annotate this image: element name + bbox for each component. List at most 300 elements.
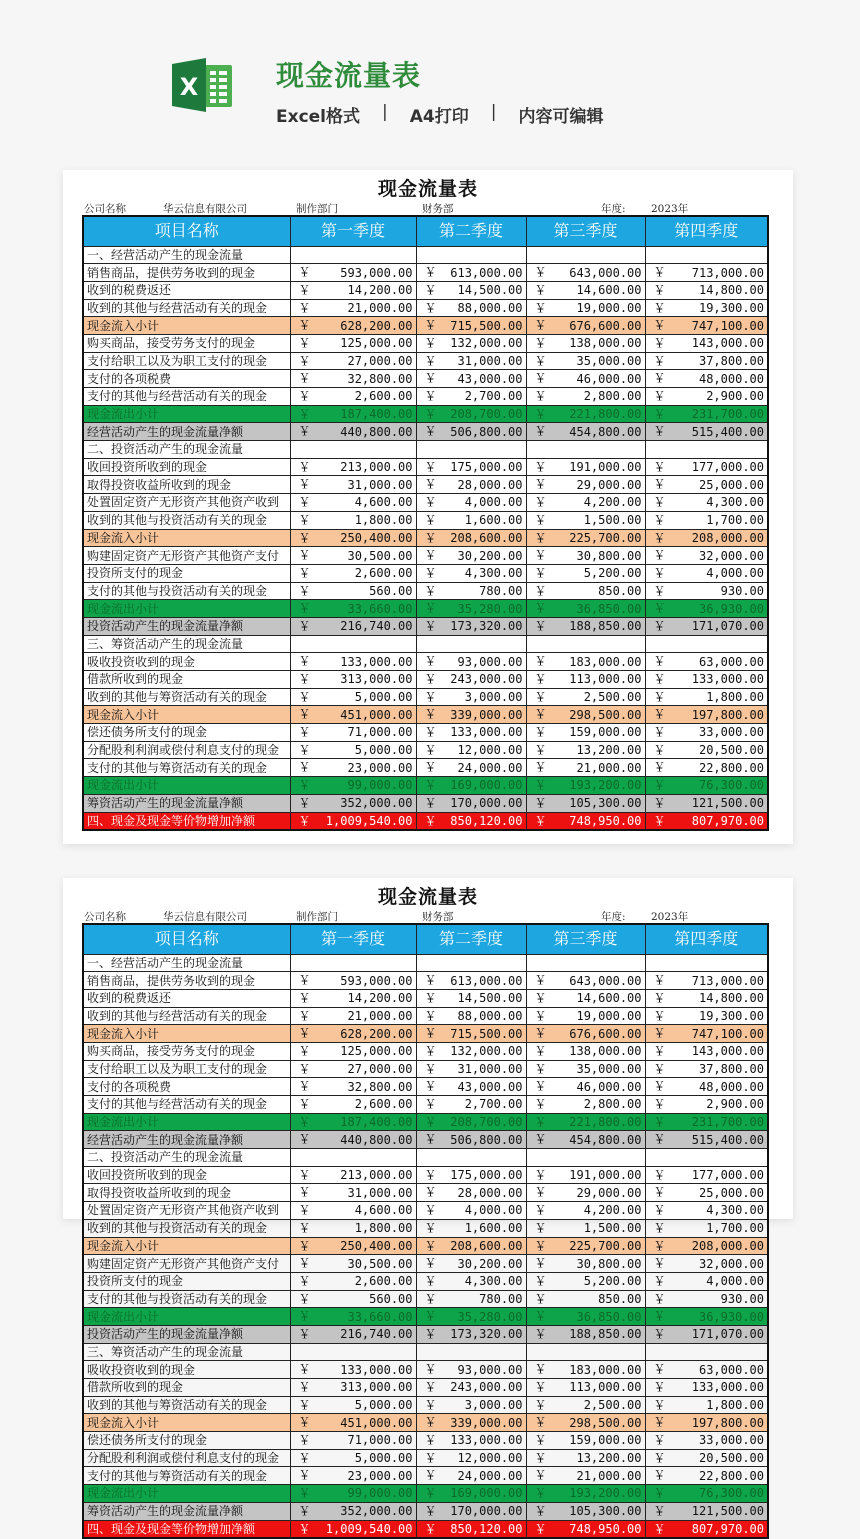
cell-q3[interactable] [526,1060,645,1078]
cell-q2[interactable] [416,794,526,812]
cell-q1[interactable] [290,1202,416,1220]
cell-q1[interactable] [290,1219,416,1237]
cell-q3[interactable] [526,1096,645,1114]
cell-q2[interactable] [416,264,526,282]
cell-q3[interactable] [526,1379,645,1397]
cell-q2[interactable] [416,334,526,352]
cell-q1[interactable] [290,653,416,671]
cell-q3[interactable] [526,688,645,706]
cell-q1[interactable] [290,1007,416,1025]
row-label[interactable]: 处置固定资产无形资产其他资产收到 [83,494,290,512]
cell-q3[interactable] [526,1343,645,1361]
cell-q1[interactable] [290,777,416,795]
row-label[interactable]: 收到的其他与筹资活动有关的现金 [83,1396,290,1414]
cell-q1[interactable] [290,1184,416,1202]
cell-q3[interactable] [526,441,645,459]
cell-q4[interactable] [645,334,768,352]
cell-q2[interactable] [416,1343,526,1361]
cell-q2[interactable] [416,1255,526,1273]
row-label[interactable]: 现金流出小计 [83,1308,290,1326]
cell-q1[interactable] [290,564,416,582]
cell-q3[interactable] [526,1414,645,1432]
cell-q2[interactable] [416,1096,526,1114]
row-label[interactable]: 筹资活动产生的现金流量净额 [83,794,290,812]
cell-q1[interactable] [290,1325,416,1343]
cell-q3[interactable] [526,1485,645,1503]
cell-q3[interactable] [526,547,645,565]
cell-q1[interactable] [290,1361,416,1379]
cell-q3[interactable] [526,617,645,635]
cell-q1[interactable] [290,954,416,972]
cell-q1[interactable] [290,511,416,529]
cell-q4[interactable] [645,1467,768,1485]
cell-q3[interactable] [526,1502,645,1520]
row-label[interactable]: 支付的其他与经营活动有关的现金 [83,1096,290,1114]
cell-q4[interactable] [645,724,768,742]
cell-q4[interactable] [645,388,768,406]
row-label[interactable]: 处置固定资产无形资产其他资产收到 [83,1202,290,1220]
cell-q4[interactable] [645,1379,768,1397]
row-label[interactable]: 收到的其他与投资活动有关的现金 [83,511,290,529]
row-label[interactable]: 分配股利利润或偿付利息支付的现金 [83,741,290,759]
cell-q3[interactable] [526,1520,645,1538]
row-label[interactable]: 购买商品，接受劳务支付的现金 [83,334,290,352]
cell-q4[interactable] [645,1502,768,1520]
cell-q2[interactable] [416,547,526,565]
cell-q1[interactable] [290,441,416,459]
cell-q2[interactable] [416,423,526,441]
cell-q4[interactable] [645,1325,768,1343]
cell-q3[interactable] [526,671,645,689]
cell-q3[interactable] [526,564,645,582]
row-label[interactable]: 三、筹资活动产生的现金流量 [83,635,290,653]
cell-q4[interactable] [645,299,768,317]
cell-q4[interactable] [645,405,768,423]
cell-q1[interactable] [290,1078,416,1096]
cell-q1[interactable] [290,1396,416,1414]
cell-q1[interactable] [290,617,416,635]
cell-q4[interactable] [645,1113,768,1131]
cell-q3[interactable] [526,1255,645,1273]
cell-q2[interactable] [416,1184,526,1202]
row-label[interactable]: 支付的其他与投资活动有关的现金 [83,582,290,600]
cell-q2[interactable] [416,441,526,459]
cell-q4[interactable] [645,706,768,724]
cell-q3[interactable] [526,388,645,406]
cell-q2[interactable] [416,1113,526,1131]
cell-q3[interactable] [526,1025,645,1043]
cell-q3[interactable] [526,759,645,777]
row-label[interactable]: 偿还债务所支付的现金 [83,724,290,742]
cell-q4[interactable] [645,989,768,1007]
cell-q1[interactable] [290,1520,416,1538]
cell-q2[interactable] [416,1290,526,1308]
cell-q4[interactable] [645,352,768,370]
cell-q4[interactable] [645,741,768,759]
cell-q3[interactable] [526,511,645,529]
cell-q1[interactable] [290,1166,416,1184]
cell-q2[interactable] [416,1361,526,1379]
cell-q4[interactable] [645,317,768,335]
cell-q4[interactable] [645,1025,768,1043]
row-label[interactable]: 现金流入小计 [83,317,290,335]
row-label[interactable]: 支付的其他与筹资活动有关的现金 [83,1467,290,1485]
cell-q3[interactable] [526,352,645,370]
cell-q3[interactable] [526,1432,645,1450]
cell-q2[interactable] [416,1025,526,1043]
row-label[interactable]: 经营活动产生的现金流量净额 [83,1131,290,1149]
row-label[interactable]: 收到的税费返还 [83,281,290,299]
cell-q4[interactable] [645,1255,768,1273]
cell-q4[interactable] [645,1361,768,1379]
row-label[interactable]: 四、现金及现金等价物增加净额 [83,1520,290,1538]
cell-q3[interactable] [526,476,645,494]
row-label[interactable]: 一、经营活动产生的现金流量 [83,954,290,972]
cell-q4[interactable] [645,1219,768,1237]
cell-q1[interactable] [290,812,416,830]
cell-q1[interactable] [290,1432,416,1450]
cell-q1[interactable] [290,264,416,282]
row-label[interactable]: 收回投资所收到的现金 [83,458,290,476]
row-label[interactable]: 筹资活动产生的现金流量净额 [83,1502,290,1520]
cell-q1[interactable] [290,688,416,706]
cell-q1[interactable] [290,1149,416,1167]
cell-q2[interactable] [416,299,526,317]
cell-q3[interactable] [526,1184,645,1202]
cell-q4[interactable] [645,582,768,600]
cell-q4[interactable] [645,635,768,653]
cell-q3[interactable] [526,1219,645,1237]
cell-q2[interactable] [416,1131,526,1149]
cell-q3[interactable] [526,1272,645,1290]
cell-q3[interactable] [526,1042,645,1060]
cell-q2[interactable] [416,564,526,582]
cell-q4[interactable] [645,1042,768,1060]
row-label[interactable]: 现金流入小计 [83,529,290,547]
cell-q4[interactable] [645,1485,768,1503]
row-label[interactable]: 收到的其他与经营活动有关的现金 [83,1007,290,1025]
cell-q1[interactable] [290,1096,416,1114]
cell-q4[interactable] [645,423,768,441]
cell-q1[interactable] [290,1237,416,1255]
row-label[interactable]: 支付的各项税费 [83,370,290,388]
row-label[interactable]: 现金流出小计 [83,600,290,618]
cell-q3[interactable] [526,334,645,352]
cell-q2[interactable] [416,476,526,494]
row-label[interactable]: 销售商品，提供劳务收到的现金 [83,972,290,990]
cell-q3[interactable] [526,1007,645,1025]
row-label[interactable]: 现金流入小计 [83,1025,290,1043]
cell-q1[interactable] [290,1272,416,1290]
row-label[interactable]: 现金流入小计 [83,706,290,724]
cell-q3[interactable] [526,1237,645,1255]
row-label[interactable]: 支付给职工以及为职工支付的现金 [83,1060,290,1078]
cell-q4[interactable] [645,476,768,494]
cell-q2[interactable] [416,1396,526,1414]
row-label[interactable]: 二、投资活动产生的现金流量 [83,441,290,459]
cell-q3[interactable] [526,458,645,476]
cell-q2[interactable] [416,759,526,777]
cell-q2[interactable] [416,954,526,972]
cell-q2[interactable] [416,706,526,724]
cell-q2[interactable] [416,1149,526,1167]
cell-q2[interactable] [416,529,526,547]
cell-q1[interactable] [290,1485,416,1503]
cell-q3[interactable] [526,1467,645,1485]
row-label[interactable]: 二、投资活动产生的现金流量 [83,1149,290,1167]
row-label[interactable]: 收到的税费返还 [83,989,290,1007]
cell-q2[interactable] [416,1379,526,1397]
row-label[interactable]: 四、现金及现金等价物增加净额 [83,812,290,830]
row-label[interactable]: 支付的其他与筹资活动有关的现金 [83,759,290,777]
cell-q2[interactable] [416,388,526,406]
cell-q2[interactable] [416,741,526,759]
row-label[interactable]: 支付的其他与投资活动有关的现金 [83,1290,290,1308]
row-label[interactable]: 分配股利利润或偿付利息支付的现金 [83,1449,290,1467]
cell-q4[interactable] [645,1096,768,1114]
cell-q1[interactable] [290,635,416,653]
cell-q3[interactable] [526,1113,645,1131]
cell-q1[interactable] [290,1131,416,1149]
cell-q2[interactable] [416,494,526,512]
cell-q1[interactable] [290,1308,416,1326]
cell-q4[interactable] [645,1520,768,1538]
cell-q4[interactable] [645,564,768,582]
row-label[interactable]: 借款所收到的现金 [83,1379,290,1397]
cell-q1[interactable] [290,1449,416,1467]
cell-q3[interactable] [526,246,645,264]
row-label[interactable]: 取得投资收益所收到的现金 [83,1184,290,1202]
cell-q1[interactable] [290,1025,416,1043]
cell-q1[interactable] [290,1290,416,1308]
row-label[interactable]: 现金流出小计 [83,1485,290,1503]
cell-q1[interactable] [290,741,416,759]
row-label[interactable]: 现金流入小计 [83,1237,290,1255]
cell-q3[interactable] [526,1361,645,1379]
cell-q2[interactable] [416,635,526,653]
cell-q1[interactable] [290,1379,416,1397]
cell-q1[interactable] [290,370,416,388]
cell-q4[interactable] [645,281,768,299]
cell-q1[interactable] [290,989,416,1007]
cell-q4[interactable] [645,1308,768,1326]
cell-q4[interactable] [645,1149,768,1167]
cell-q3[interactable] [526,281,645,299]
cell-q4[interactable] [645,653,768,671]
cell-q3[interactable] [526,741,645,759]
cell-q3[interactable] [526,1131,645,1149]
cell-q1[interactable] [290,388,416,406]
cell-q1[interactable] [290,600,416,618]
cell-q3[interactable] [526,370,645,388]
row-label[interactable]: 购买商品，接受劳务支付的现金 [83,1042,290,1060]
cell-q1[interactable] [290,1414,416,1432]
cell-q3[interactable] [526,317,645,335]
cell-q2[interactable] [416,1432,526,1450]
cell-q2[interactable] [416,777,526,795]
cell-q1[interactable] [290,1042,416,1060]
cell-q3[interactable] [526,1149,645,1167]
cell-q2[interactable] [416,458,526,476]
row-label[interactable]: 销售商品，提供劳务收到的现金 [83,264,290,282]
cell-q1[interactable] [290,1060,416,1078]
row-label[interactable]: 投资活动产生的现金流量净额 [83,1325,290,1343]
cell-q3[interactable] [526,653,645,671]
cell-q3[interactable] [526,600,645,618]
cell-q2[interactable] [416,1060,526,1078]
cell-q1[interactable] [290,352,416,370]
row-label[interactable]: 现金流出小计 [83,405,290,423]
cell-q2[interactable] [416,1219,526,1237]
cell-q2[interactable] [416,653,526,671]
cell-q1[interactable] [290,246,416,264]
cell-q3[interactable] [526,794,645,812]
cell-q2[interactable] [416,1449,526,1467]
row-label[interactable]: 支付的其他与经营活动有关的现金 [83,388,290,406]
row-label[interactable]: 购建固定资产无形资产其他资产支付 [83,1255,290,1273]
cell-q2[interactable] [416,1237,526,1255]
cell-q1[interactable] [290,405,416,423]
cell-q3[interactable] [526,1290,645,1308]
cell-q4[interactable] [645,1166,768,1184]
cell-q2[interactable] [416,688,526,706]
cell-q3[interactable] [526,1166,645,1184]
row-label[interactable]: 投资所支付的现金 [83,564,290,582]
cell-q4[interactable] [645,441,768,459]
cell-q2[interactable] [416,671,526,689]
cell-q4[interactable] [645,759,768,777]
cell-q2[interactable] [416,405,526,423]
row-label[interactable]: 取得投资收益所收到的现金 [83,476,290,494]
row-label[interactable]: 现金流出小计 [83,777,290,795]
row-label[interactable]: 收到的其他与投资活动有关的现金 [83,1219,290,1237]
cell-q2[interactable] [416,352,526,370]
cell-q1[interactable] [290,671,416,689]
cell-q2[interactable] [416,582,526,600]
cell-q4[interactable] [645,246,768,264]
row-label[interactable]: 借款所收到的现金 [83,671,290,689]
cell-q2[interactable] [416,812,526,830]
cell-q1[interactable] [290,334,416,352]
row-label[interactable]: 三、筹资活动产生的现金流量 [83,1343,290,1361]
cell-q4[interactable] [645,777,768,795]
cell-q2[interactable] [416,1272,526,1290]
cell-q4[interactable] [645,529,768,547]
cell-q4[interactable] [645,794,768,812]
cell-q3[interactable] [526,989,645,1007]
row-label[interactable]: 一、经营活动产生的现金流量 [83,246,290,264]
cell-q1[interactable] [290,1113,416,1131]
row-label[interactable]: 现金流出小计 [83,1113,290,1131]
cell-q2[interactable] [416,370,526,388]
cell-q4[interactable] [645,1432,768,1450]
cell-q1[interactable] [290,458,416,476]
cell-q1[interactable] [290,759,416,777]
cell-q1[interactable] [290,582,416,600]
cell-q2[interactable] [416,972,526,990]
row-label[interactable]: 购建固定资产无形资产其他资产支付 [83,547,290,565]
cell-q4[interactable] [645,1237,768,1255]
cell-q3[interactable] [526,777,645,795]
cell-q3[interactable] [526,529,645,547]
cell-q4[interactable] [645,1184,768,1202]
cell-q1[interactable] [290,1502,416,1520]
cell-q4[interactable] [645,1060,768,1078]
cell-q4[interactable] [645,812,768,830]
cell-q1[interactable] [290,423,416,441]
cell-q1[interactable] [290,706,416,724]
cell-q3[interactable] [526,724,645,742]
cell-q1[interactable] [290,317,416,335]
cell-q3[interactable] [526,423,645,441]
row-label[interactable]: 收回投资所收到的现金 [83,1166,290,1184]
cell-q4[interactable] [645,600,768,618]
cell-q3[interactable] [526,1308,645,1326]
cell-q3[interactable] [526,972,645,990]
cell-q4[interactable] [645,1290,768,1308]
cell-q2[interactable] [416,317,526,335]
cell-q4[interactable] [645,1131,768,1149]
cell-q4[interactable] [645,972,768,990]
cell-q2[interactable] [416,989,526,1007]
row-label[interactable]: 经营活动产生的现金流量净额 [83,423,290,441]
cell-q1[interactable] [290,281,416,299]
row-label[interactable]: 吸收投资收到的现金 [83,653,290,671]
cell-q1[interactable] [290,1467,416,1485]
cell-q1[interactable] [290,972,416,990]
cell-q4[interactable] [645,954,768,972]
cell-q3[interactable] [526,1449,645,1467]
cell-q4[interactable] [645,1414,768,1432]
cell-q3[interactable] [526,582,645,600]
row-label[interactable]: 支付的各项税费 [83,1078,290,1096]
cell-q1[interactable] [290,547,416,565]
row-label[interactable]: 收到的其他与经营活动有关的现金 [83,299,290,317]
cell-q4[interactable] [645,1272,768,1290]
cell-q4[interactable] [645,1449,768,1467]
cell-q2[interactable] [416,1202,526,1220]
cell-q1[interactable] [290,299,416,317]
cell-q4[interactable] [645,617,768,635]
cell-q3[interactable] [526,264,645,282]
cell-q2[interactable] [416,724,526,742]
cell-q2[interactable] [416,1502,526,1520]
cell-q4[interactable] [645,1202,768,1220]
cell-q3[interactable] [526,954,645,972]
cell-q2[interactable] [416,1485,526,1503]
cell-q3[interactable] [526,299,645,317]
row-label[interactable]: 现金流入小计 [83,1414,290,1432]
cell-q2[interactable] [416,246,526,264]
cell-q3[interactable] [526,405,645,423]
cell-q1[interactable] [290,1255,416,1273]
cell-q4[interactable] [645,458,768,476]
cell-q4[interactable] [645,547,768,565]
cell-q3[interactable] [526,812,645,830]
cell-q4[interactable] [645,264,768,282]
cell-q1[interactable] [290,794,416,812]
cell-q4[interactable] [645,688,768,706]
cell-q3[interactable] [526,635,645,653]
cell-q1[interactable] [290,1343,416,1361]
row-label[interactable]: 支付给职工以及为职工支付的现金 [83,352,290,370]
cell-q4[interactable] [645,1343,768,1361]
cell-q2[interactable] [416,1308,526,1326]
cell-q2[interactable] [416,617,526,635]
cell-q3[interactable] [526,1325,645,1343]
cell-q3[interactable] [526,706,645,724]
cell-q2[interactable] [416,600,526,618]
